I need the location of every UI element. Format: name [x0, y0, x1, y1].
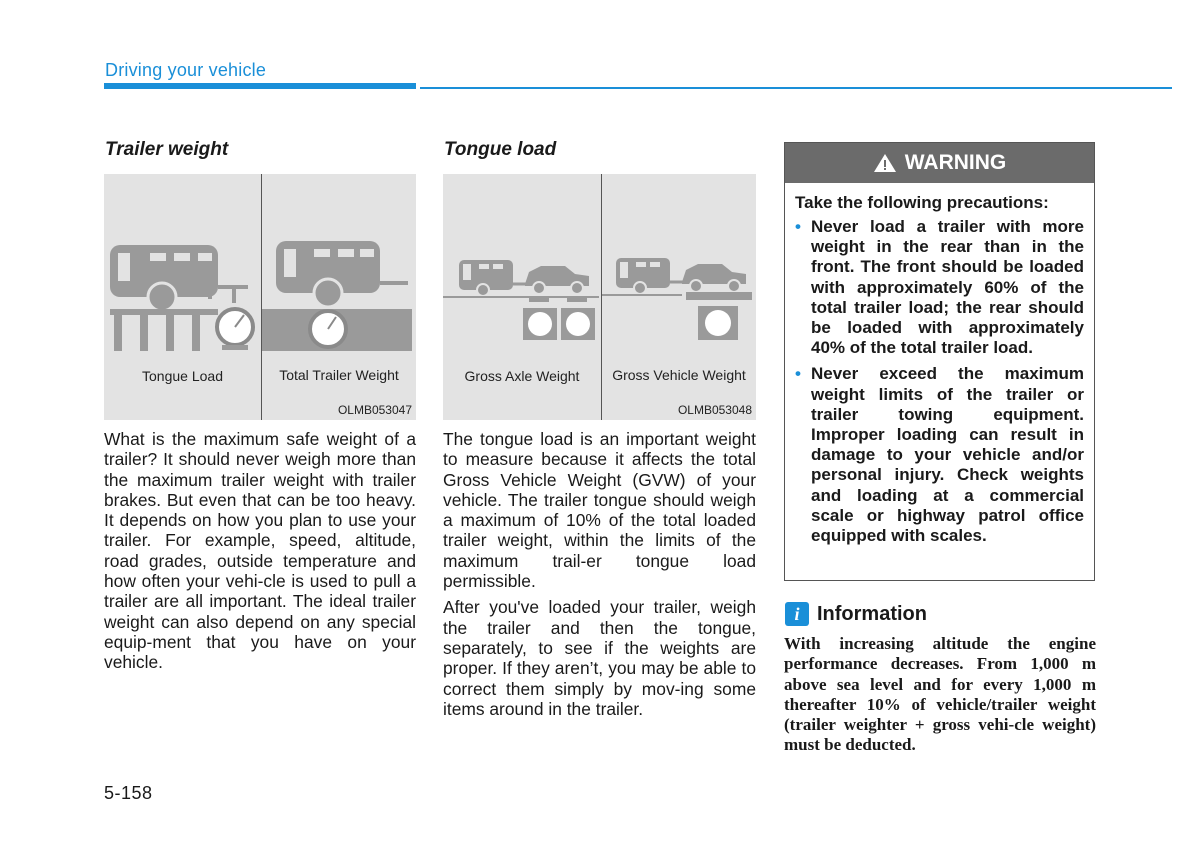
trailer-weight-figure — [104, 174, 416, 420]
page-number: 5-158 — [104, 783, 153, 803]
tongue-load-text — [443, 429, 756, 725]
warning-list — [785, 217, 1094, 546]
total-trailer-weight-illustration — [262, 229, 416, 379]
figure-caption: Gross Vehicle Weight — [612, 367, 746, 383]
gross-axle-weight-illustration — [443, 254, 599, 374]
tongue-load-figure — [443, 174, 756, 420]
warning-item: • Never exceed the maximum weight limits of the trailer or trailer towing equipment. Improper loading can result in damage to your vehicle and/or personal injury. Check weights and loading at a commercial scale or highway patrol office equipped with scales. — [795, 364, 1084, 546]
trailer-weight-heading: Trailer weight — [105, 139, 229, 160]
warning-header — [785, 143, 1094, 183]
gross-vehicle-weight-illustration — [602, 254, 756, 374]
information-heading — [785, 602, 927, 626]
header-rule-thick — [104, 83, 416, 89]
figure-caption: Gross Axle Weight — [464, 368, 580, 384]
paragraph: What is the maximum safe weight of a trailer? It should never weigh more than the maximum trailer weight with trailer brakes. But even that can be too heavy. It depends on how you plan to use your trailer. For example, speed, altitude, road grades, outside temperature and how often your vehi-cle is used to pull a trailer are all important. The ideal trailer weight can also depend on any special equip-ment that you have on your vehicle. — [104, 429, 416, 673]
bullet-icon: • — [795, 217, 801, 236]
paragraph: The tongue load is an important weight to measure because it affects the total Gross Vehicle Weight (GVW) of your vehicle. The trailer tongue should weigh a maximum of 10% of the total loaded trailer weight, within the limits of the maximum trail-er tongue load permissible. — [443, 429, 756, 592]
figure-caption: Tongue Load — [142, 368, 223, 384]
header-rule-thin — [420, 87, 1172, 89]
warning-intro: Take the following precautions: — [795, 193, 1049, 212]
warning-box — [784, 142, 1095, 581]
paragraph: After you've loaded your trailer, weigh the trailer and then the tongue, separately, to see if the weights are proper. If they aren’t, you may be able to correct them simply by mov-ing some items around in the trailer. — [443, 597, 756, 719]
figure-code: OLMB053047 — [337, 403, 412, 417]
warning-title: WARNING — [904, 151, 1007, 174]
tongue-load-heading: Tongue load — [444, 139, 557, 160]
warning-item: • Never load a trailer with more weight in the rear than in the front. The front should be loaded with approximately 60% of the total trailer load; the rear should be loaded with approximately 40% of the total trailer load. — [795, 217, 1084, 358]
tongue-load-illustration — [104, 229, 260, 379]
information-text: With increasing altitude the engine performance decreases. From 1,000 m above sea level and for every 1,000 m thereafter 10% of vehicle/trailer weight (trailer weighter + gross vehi-cle weight) must be deducted. — [784, 634, 1096, 755]
figure-code: OLMB053048 — [677, 403, 752, 417]
bullet-icon: • — [795, 364, 801, 384]
section-header: Driving your vehicle — [105, 60, 267, 80]
warning-triangle-icon — [873, 153, 897, 173]
info-icon: i — [785, 602, 809, 626]
trailer-weight-text — [104, 429, 416, 679]
figure-caption: Total Trailer Weight — [279, 367, 399, 383]
information-title: Information — [817, 602, 927, 625]
